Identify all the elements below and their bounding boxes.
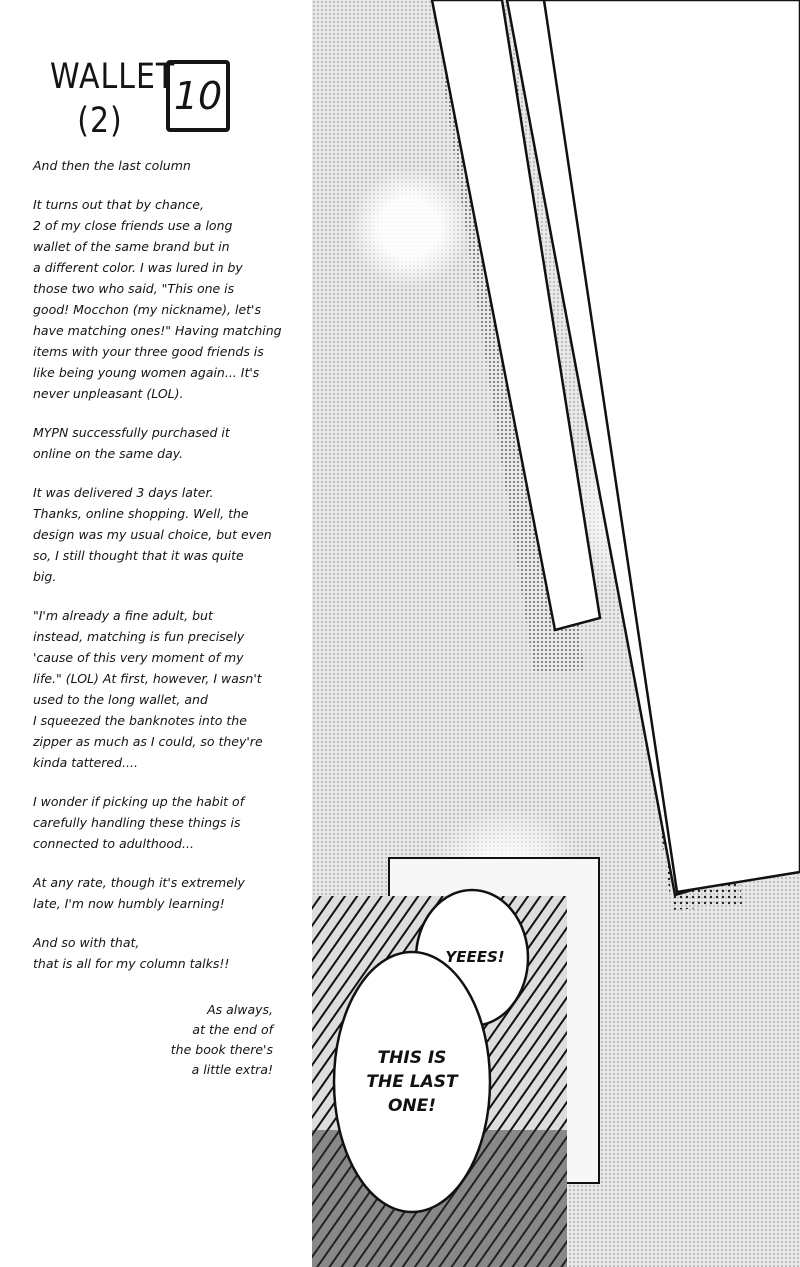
author-column	[0, 0, 312, 1267]
paragraph-intro: And then the last column	[33, 158, 191, 173]
column-title-line1: WALLET	[50, 57, 176, 98]
paragraph-adult: "I'm already a fine adult, but instead, matching is fun precisely 'cause of this very moment of my life." (LOL) At first, however, I wasn't used to the long wallet, and I squeezed the banknotes into the zipper as much as I could, so they're kinda tattered....	[33, 608, 263, 770]
paragraph-purchase: MYPN successfully purchased it online on the same day.	[33, 425, 230, 461]
bubble-yes-text: YEEES!	[445, 948, 505, 966]
paragraph-closing: And so with that, that is all for my column talks!!	[33, 935, 230, 971]
column-number-badge: 10	[166, 60, 230, 132]
paragraph-learning: At any rate, though it's extremely late, I'm now humbly learning!	[33, 875, 245, 911]
aside-note: As always, at the end of the book there's a little extra!	[170, 1002, 273, 1077]
paragraph-friends: It turns out that by chance, 2 of my close friends use a long wallet of the same brand but in a different color. I was lured in by those two who said, "This one is good! Mocchon (my nickname), let's have matching ones!" Having matching items with your three good friends is like being young women again... It's never unpleasant (LOL).	[33, 197, 282, 401]
column-body	[33, 155, 303, 992]
column-title-line2: (2)	[77, 100, 123, 142]
bubble-last-one-text: THIS IS THE LAST ONE!	[366, 1048, 458, 1116]
paragraph-habit: I wonder if picking up the habit of carefully handling these things is connected to adulthood...	[33, 794, 245, 851]
column-title	[50, 56, 176, 143]
manga-art-panel	[312, 0, 800, 1267]
white-panel	[544, 0, 800, 892]
paragraph-delivery: It was delivered 3 days later. Thanks, online shopping. Well, the design was my usual choice, but even so, I still thought that it was quite big.	[33, 485, 272, 584]
